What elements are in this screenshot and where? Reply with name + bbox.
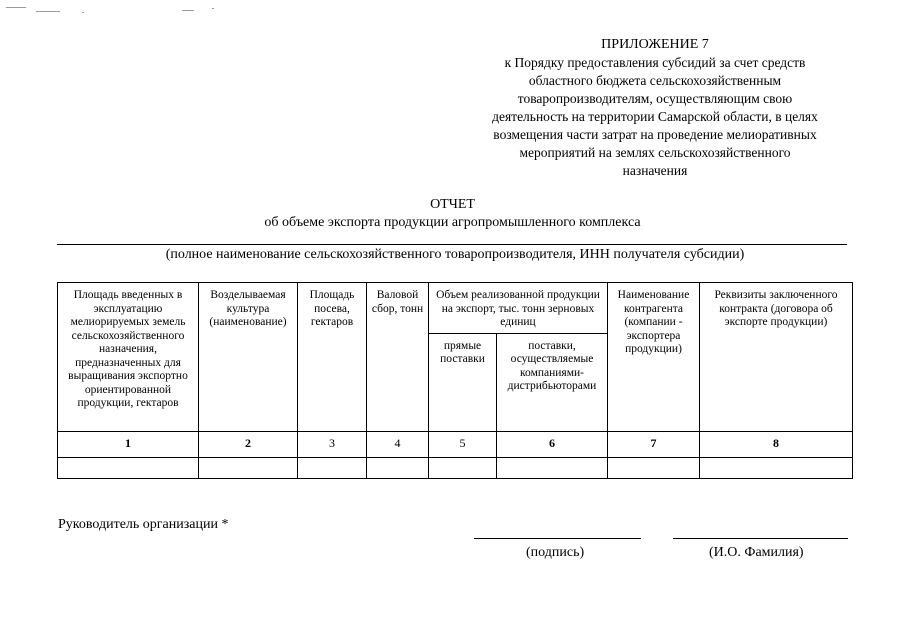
appendix-heading: ПРИЛОЖЕНИЕ 7 [601,37,709,52]
appendix-line: мероприятий на землях сельскохозяйственного [519,145,791,160]
column-number: 1 [58,431,199,457]
header-col-3: Площадь посева, гектаров [298,283,367,432]
appendix-line: областного бюджета сельскохозяйственным [528,73,782,88]
scan-artifact [82,12,84,13]
export-report-table [57,282,853,479]
scan-artifact [212,8,214,9]
report-title-block [0,196,905,232]
column-number: 3 [298,431,367,457]
header-col-7: Наименование контрагента (компании - экспортера продукции) [608,283,700,432]
header-col-5: прямые поставки [429,333,497,431]
column-number: 8 [700,431,853,457]
data-cell[interactable] [497,457,608,478]
data-cell[interactable] [199,457,298,478]
data-cell[interactable] [429,457,497,478]
data-cell[interactable] [608,457,700,478]
signature-caption: (подпись) [526,545,585,560]
column-number: 5 [429,431,497,457]
data-cell[interactable] [700,457,853,478]
header-col-6: поставки, осуществляемые компаниями-дистрибьюторами [497,333,608,431]
scan-artifact [182,10,194,11]
report-subtitle: об объеме экспорта продукции агропромышленного комплекса [264,215,641,230]
column-number: 6 [497,431,608,457]
header-col-2: Возделываемая культура (наименование) [199,283,298,432]
name-caption: (И.О. Фамилия) [709,545,804,560]
head-of-organization-label: Руководитель организации * [58,517,229,532]
scan-artifact [6,7,26,8]
data-cell[interactable] [298,457,367,478]
appendix-line: деятельность на территории Самарской области, в целях [492,109,818,124]
header-col-4: Валовой сбор, тонн [367,283,429,432]
signature-line[interactable] [474,538,641,539]
appendix-line: к Порядку предоставления субсидий за счет средств [504,55,806,70]
column-number: 4 [367,431,429,457]
producer-caption: (полное наименование сельскохозяйственного товаропроизводителя, ИНН получателя субсидии) [165,247,745,262]
data-cell[interactable] [367,457,429,478]
name-line[interactable] [673,538,848,539]
appendix-line: назначения [622,163,688,178]
appendix-header [455,36,855,180]
appendix-line: возмещения части затрат на проведение мелиоративных [493,127,817,142]
header-col-8: Реквизиты заключенного контракта (договора об экспорте продукции) [700,283,853,432]
table-header-row [58,283,853,334]
report-title: ОТЧЕТ [430,197,475,212]
column-numbers-row [58,431,853,457]
table-data-row [58,457,853,478]
column-number: 7 [608,431,700,457]
data-cell[interactable] [58,457,199,478]
appendix-line: товаропроизводителям, осуществляющим свою [517,91,793,106]
scan-artifact [36,11,60,12]
header-col-1: Площадь введенных в эксплуатацию мелиорируемых земель сельскохозяйственного назначения, предназначенных для выращивания экспортно ориентированной продукции, гектаров [58,283,199,432]
column-number: 2 [199,431,298,457]
producer-name-line[interactable] [57,244,847,245]
header-col-group-export: Объем реализованной продукции на экспорт, тыс. тонн зерновых единиц [429,283,608,334]
